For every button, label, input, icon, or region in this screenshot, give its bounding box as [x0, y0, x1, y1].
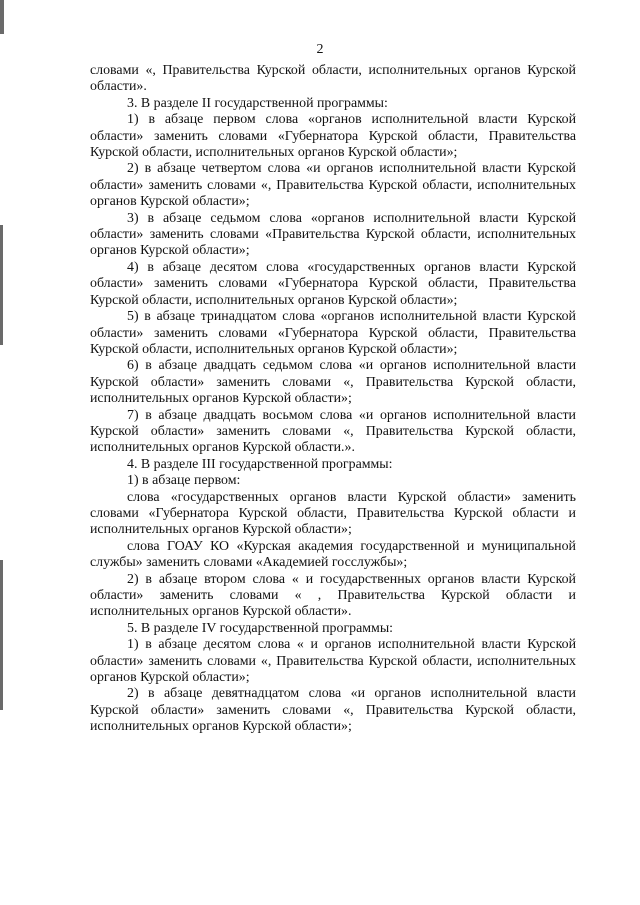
section-heading: 5. В разделе IV государственной программы: — [127, 620, 394, 636]
paragraph: 1) в абзаце десятом слова « и органов исполнительной власти Курской области» заменить словами «, Правительства Курской области, исполнительных органов Курской области»; — [90, 637, 576, 686]
section-heading: 3. В разделе II государственной программы: — [127, 95, 388, 111]
paragraph: 4) в абзаце десятом слова «государственных органов власти Курской области» заменить словами «Губернатора Курской области, Правительства Курской области, исполнительных органов Курской области»; — [90, 259, 576, 308]
document-body — [90, 63, 576, 736]
paragraph: 6) в абзаце двадцать седьмом слова «и органов исполнительной власти Курской области» заменить словами «, Правительства Курской области, исполнительных органов Курской области»; — [90, 358, 576, 407]
paragraph: 5) в абзаце тринадцатом слова «органов исполнительной власти Курской области» заменить словами «Губернатора Курской области, Правительства Курской области, исполнительных органов Курской области»; — [90, 309, 576, 357]
page-number: 2 — [316, 42, 324, 57]
paragraph: 2) в абзаце втором слова « и государственных органов власти Курской области» заменить словами « , Правительства Курской области и исполнительных органов Курской области». — [90, 571, 576, 620]
paragraph: слова «государственных органов власти Курской области» заменить словами «Губернатора Курской области, Правительства Курской области и исполнительных органов Курской области»; — [90, 489, 576, 538]
paragraph: слова ГОАУ КО «Курская академия государственной и муниципальной службы» заменить словами «Академией госслужбы»; — [90, 538, 576, 571]
paragraph: 3) в абзаце седьмом слова «органов исполнительной власти Курской области» заменить словами «Правительства Курской области, исполнительных органов Курской области»; — [90, 210, 576, 259]
scan-edge-mark — [0, 560, 3, 710]
paragraph: 1) в абзаце первом слова «органов исполнительной власти Курской области» заменить словами «Губернатора Курской области, Правительства Курской области, исполнительных органов Курской области»; — [90, 112, 576, 161]
paragraph: словами «, Правительства Курской области, исполнительных органов Курской области». — [90, 63, 576, 95]
paragraph: 2) в абзаце четвертом слова «и органов исполнительной власти Курской области» заменить словами «, Правительства Курской области, исполнительных органов Курской области»; — [90, 161, 576, 210]
paragraph: 7) в абзаце двадцать восьмом слова «и органов исполнительной власти Курской области» заменить словами «, Правительства Курской области, исполнительных органов Курской области.». — [90, 407, 576, 456]
scan-edge-mark — [0, 225, 3, 345]
scan-edge-mark — [0, 0, 4, 34]
paragraph: 2) в абзаце девятнадцатом слова «и органов исполнительной власти Курской области» заменить словами «, Правительства Курской области, исполнительных органов Курской области»; — [90, 686, 576, 735]
section-heading: 4. В разделе III государственной программы: — [127, 456, 393, 472]
paragraph: 1) в абзаце первом: — [127, 473, 241, 489]
